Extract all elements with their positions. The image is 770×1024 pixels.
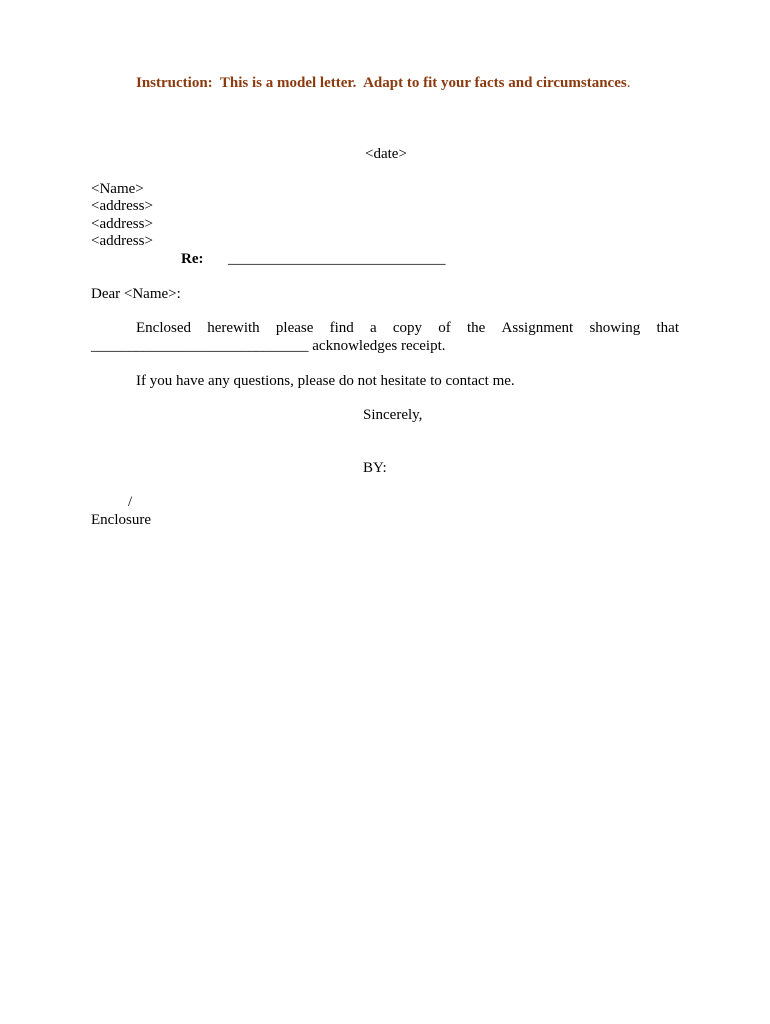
paragraph-1-word: of	[438, 320, 451, 336]
paragraph-1-word: Enclosed	[136, 320, 191, 336]
paragraph-1-word: please	[275, 320, 314, 336]
re-blank-line: _____________________________	[228, 251, 446, 267]
body-paragraph-2: If you have any questions, please do not hesitate to contact me.	[136, 373, 515, 389]
enclosure-note: Enclosure	[91, 512, 151, 528]
typist-initials: /	[128, 494, 133, 510]
signature-by-label: BY:	[363, 460, 387, 476]
paragraph-1-word: copy	[392, 320, 423, 336]
recipient-name: <Name>	[91, 181, 144, 197]
re-label: Re:	[181, 251, 204, 267]
paragraph-1-word: a	[370, 320, 377, 336]
paragraph-1-word: Assignment	[501, 320, 574, 336]
paragraph-1-word: herewith	[207, 320, 260, 336]
closing: Sincerely,	[363, 407, 423, 423]
body-paragraph-1-line-2: _____________________________ acknowledges receipt.	[91, 338, 446, 354]
recipient-address-line-3: <address>	[91, 233, 153, 249]
instruction-text: Instruction: This is a model letter. Adapt to fit your facts and circumstances	[136, 75, 627, 91]
paragraph-1-word: the	[467, 320, 486, 336]
body-paragraph-1-line-1	[136, 320, 679, 337]
instruction-note	[136, 75, 630, 92]
salutation: Dear <Name>:	[91, 286, 181, 302]
instruction-period: .	[626, 75, 631, 91]
paragraph-1-word: showing	[589, 320, 641, 336]
recipient-address-line-2: <address>	[91, 216, 153, 232]
letter-date: <date>	[365, 146, 407, 162]
recipient-address-line-1: <address>	[91, 198, 153, 214]
paragraph-1-word: find	[329, 320, 354, 336]
paragraph-1-word: that	[656, 320, 679, 336]
